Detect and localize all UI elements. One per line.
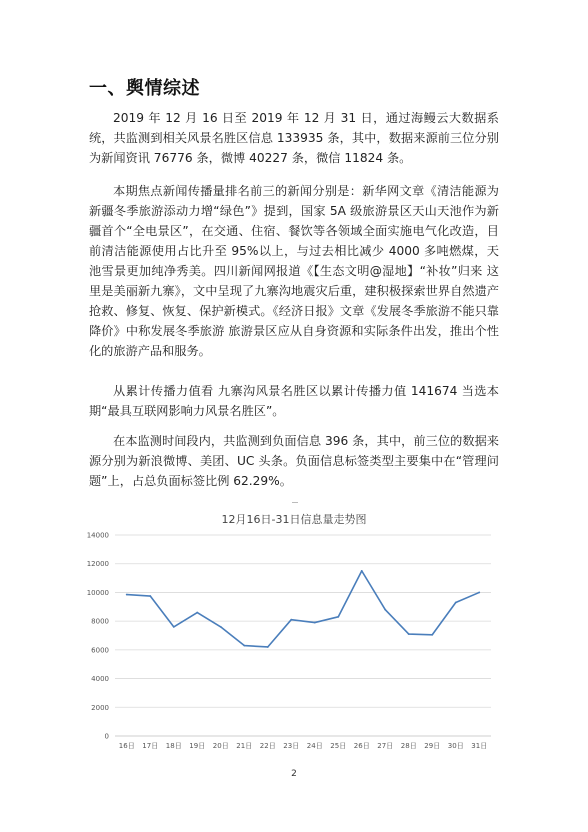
paragraph-text: 在本监测时间段内，共监测到负面信息 396 条，其中，前三位的数据来源分别为新浪微博、美团、UC 头条。负面信息标签类型主要集中在“管理问题”上，占总负面标签比例 62.29%。 <box>89 434 499 488</box>
paragraph-text: 2019 年 12 月 16 日至 2019 年 12 月 31 日，通过海鳗云大数据系统，共监测到相关风景名胜区信息 133935 条，其中，数据来源前三位分别为新闻资讯 76776 条，微博 40227 条，微信 11824 条。 <box>89 111 499 165</box>
data-point <box>290 619 292 621</box>
chart-title: 12月16日-31日信息量走势图 <box>221 513 367 526</box>
x-tick-label: 25日 <box>330 742 347 750</box>
x-tick-label: 20日 <box>212 742 229 750</box>
series-line <box>127 571 480 647</box>
x-tick-label: 21日 <box>236 742 253 750</box>
data-point <box>314 622 316 624</box>
x-tick-label: 24日 <box>306 742 323 750</box>
data-point <box>361 570 363 572</box>
y-tick-label: 2000 <box>91 703 109 712</box>
data-point <box>220 626 222 628</box>
x-tick-label: 27日 <box>377 742 394 750</box>
data-point <box>149 595 151 597</box>
data-point <box>337 616 339 618</box>
data-point <box>173 626 175 628</box>
data-point <box>196 612 198 614</box>
y-tick-label: 4000 <box>91 675 109 684</box>
x-tick-label: 16日 <box>118 742 135 750</box>
x-tick-label: 19日 <box>189 742 206 750</box>
data-point <box>408 633 410 635</box>
data-point <box>384 609 386 611</box>
x-tick-label: 31日 <box>471 742 488 750</box>
paragraph-text: 本期焦点新闻传播量排名前三的新闻分别是：新华网文章《清洁能源为新疆冬季旅游添动力增“绿色”》提到，国家 5A 级旅游景区天山天池作为新疆首个“全电景区”，在交通、住宿、餐饮等各领域全面实施电气化改造，目前清洁能源使用占比升至 95%以上，与过去相比减少 4000 多吨燃煤，天池雪景更加纯净秀美。四川新闻网报道《【生态文明@湿地】“补妆”归来 这里是美丽新九寨》，文中呈现了九寨沟地震灾后重，建积极探索世界自然遗产抢救、修复、恢复、保护新模式。《经济日报》文章《发展冬季旅游不能只靠降价》中称发展冬季旅游 旅游景区应从自身资源和实际条件出发，推出个性化的旅游产品和服务。 <box>89 184 499 358</box>
data-point <box>267 646 269 648</box>
x-tick-label: 29日 <box>424 742 441 750</box>
y-tick-label: 14000 <box>86 531 109 540</box>
x-tick-label: 26日 <box>353 742 370 750</box>
data-point <box>431 634 433 636</box>
x-tick-label: 30日 <box>447 742 464 750</box>
x-tick-label: 23日 <box>283 742 300 750</box>
y-tick-label: 6000 <box>91 646 109 655</box>
data-point <box>243 645 245 647</box>
x-tick-label: 22日 <box>259 742 276 750</box>
section-heading: 一、舆情综述 <box>89 78 200 99</box>
page-number: 2 <box>291 769 297 779</box>
x-tick-label: 18日 <box>165 742 182 750</box>
x-tick-label: 17日 <box>142 742 159 750</box>
x-tick-label: 28日 <box>400 742 417 750</box>
y-tick-label: 10000 <box>86 588 109 597</box>
data-point <box>478 592 480 594</box>
y-tick-label: 0 <box>104 732 109 741</box>
y-tick-label: 12000 <box>86 560 109 569</box>
y-tick-label: 8000 <box>91 617 109 626</box>
data-point <box>126 594 128 596</box>
data-point <box>455 602 457 604</box>
paragraph-text: 从累计传播力值看 九寨沟风景名胜区以累计传播力值 141674 当选本期“最具互联网影响力风景名胜区”。 <box>89 384 499 418</box>
